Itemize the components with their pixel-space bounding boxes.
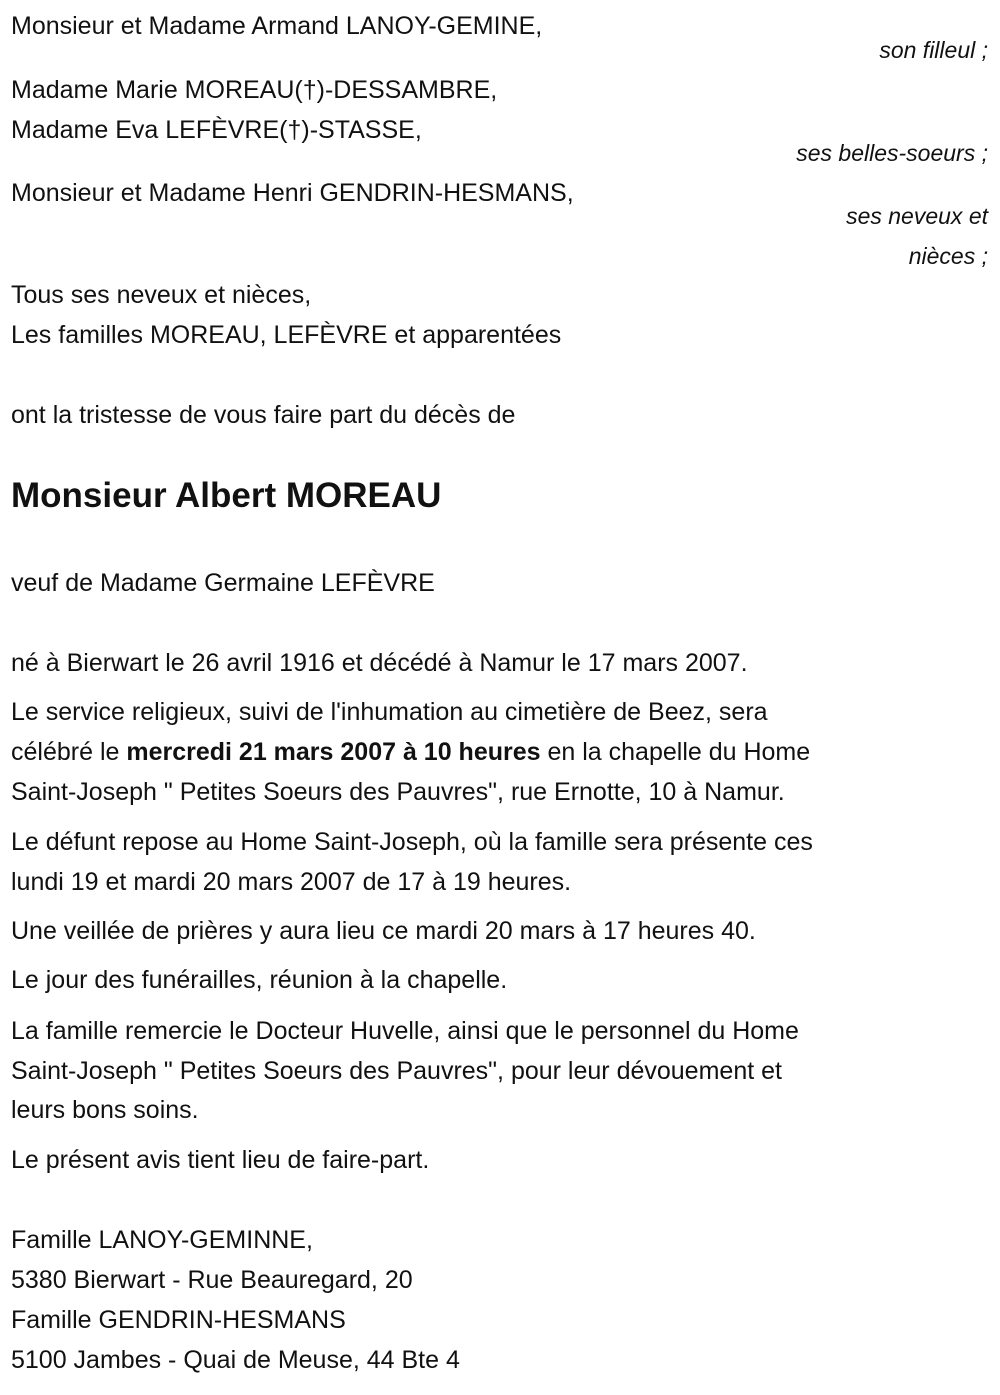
- family-line: Monsieur et Madame Armand LANOY-GEMINE,: [11, 12, 543, 40]
- notice-text: Le présent avis tient lieu de faire-part.: [11, 1146, 430, 1174]
- thanks-text: leurs bons soins.: [11, 1096, 199, 1124]
- family-line: Les familles MOREAU, LEFÈVRE et apparentées: [11, 321, 562, 349]
- service-text: Le service religieux, suivi de l'inhumation au cimetière de Beez, sera: [11, 698, 768, 726]
- thanks-text: Saint-Joseph " Petites Soeurs des Pauvres", pour leur dévouement et: [11, 1057, 782, 1085]
- family-line: Tous ses neveux et nièces,: [11, 281, 312, 309]
- visitation-text: lundi 19 et mardi 20 mars 2007 de 17 à 19 heures.: [11, 868, 572, 896]
- relation-label: ses neveux et: [846, 203, 988, 229]
- visitation-text: Le défunt repose au Home Saint-Joseph, où la famille sera présente ces: [11, 828, 813, 856]
- service-text: [11, 737, 810, 767]
- deceased-name: Monsieur Albert MOREAU: [11, 476, 442, 515]
- meeting-text: Le jour des funérailles, réunion à la chapelle.: [11, 966, 508, 994]
- widower-text: veuf de Madame Germaine LEFÈVRE: [11, 569, 435, 597]
- contact-line: 5380 Bierwart - Rue Beauregard, 20: [11, 1266, 413, 1294]
- relation-label: ses belles-soeurs ;: [796, 140, 988, 166]
- intro-text: ont la tristesse de vous faire part du décès de: [11, 401, 516, 429]
- family-line: Monsieur et Madame Henri GENDRIN-HESMANS,: [11, 179, 574, 207]
- vigil-text: Une veillée de prières y aura lieu ce mardi 20 mars à 17 heures 40.: [11, 917, 756, 945]
- relation-label: nièces ;: [908, 243, 988, 269]
- relation-label: son filleul ;: [879, 37, 988, 63]
- thanks-text: La famille remercie le Docteur Huvelle, ainsi que le personnel du Home: [11, 1017, 799, 1045]
- family-line: Madame Eva LEFÈVRE(†)-STASSE,: [11, 116, 422, 144]
- family-line: Madame Marie MOREAU(†)-DESSAMBRE,: [11, 76, 498, 104]
- contact-line: Famille LANOY-GEMINNE,: [11, 1226, 313, 1254]
- birth-death-text: né à Bierwart le 26 avril 1916 et décédé à Namur le 17 mars 2007.: [11, 649, 748, 677]
- service-text: Saint-Joseph " Petites Soeurs des Pauvres", rue Ernotte, 10 à Namur.: [11, 778, 785, 806]
- service-date: mercredi 21 mars 2007 à 10 heures: [126, 738, 541, 766]
- service-place: en la chapelle du Home: [540, 738, 811, 766]
- contact-line: 5100 Jambes - Quai de Meuse, 44 Bte 4: [11, 1346, 460, 1374]
- contact-line: Famille GENDRIN-HESMANS: [11, 1306, 346, 1334]
- service-prefix: célébré le: [11, 738, 127, 766]
